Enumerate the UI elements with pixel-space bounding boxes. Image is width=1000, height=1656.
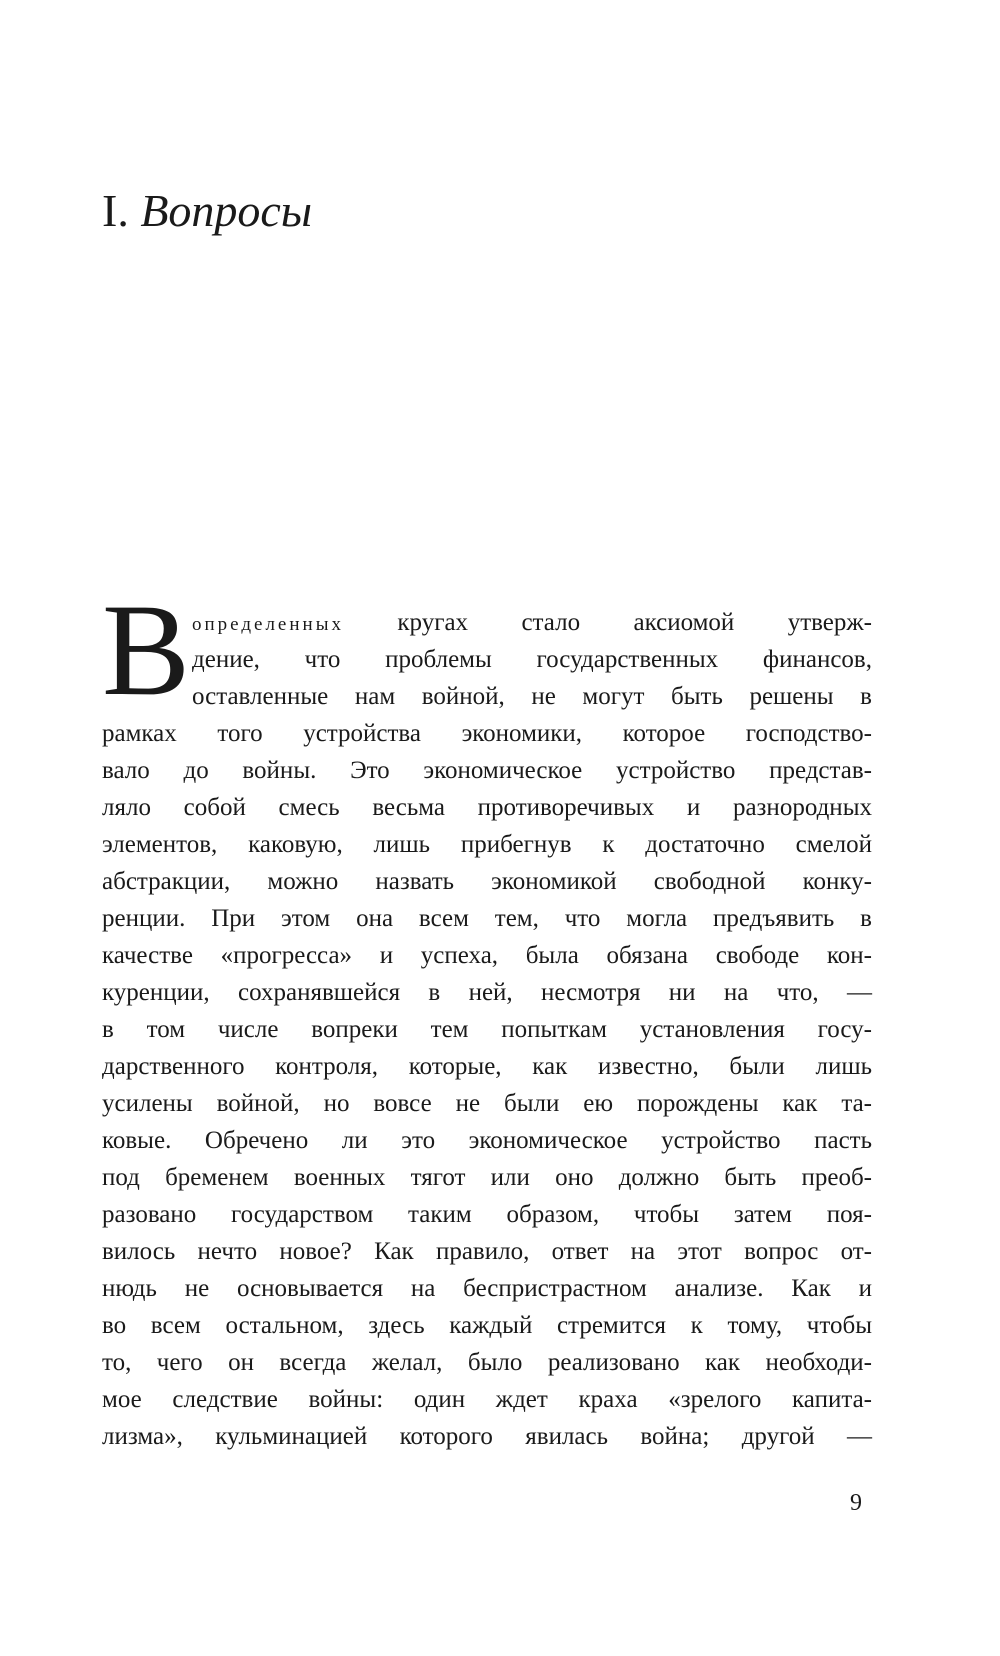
- text-line: качестве «прогресса» и успеха, была обязана свободе кон-: [102, 942, 872, 969]
- chapter-title: [102, 185, 312, 236]
- text-line: разовано государством таким образом, чтобы затем поя-: [102, 1201, 872, 1228]
- text-line: в том числе вопреки тем попыткам установления госу-: [102, 1016, 872, 1043]
- text-line: усилены войной, но вовсе не были ею порождены как та-: [102, 1090, 872, 1117]
- text-line: во всем остальном, здесь каждый стремится к тому, чтобы: [102, 1312, 872, 1339]
- text-line: дение, что проблемы государственных финансов,: [192, 646, 872, 673]
- text-line: под бременем военных тягот или оно должно быть преоб-: [102, 1164, 872, 1191]
- text-line-1: [102, 604, 872, 641]
- first-line-rest: кругах стало аксиомой утверж-: [343, 609, 872, 636]
- text-line: ренции. При этом она всем тем, что могла предъявить в: [102, 905, 872, 932]
- text-line: куренции, сохранявшейся в ней, несмотря ни на что, —: [102, 979, 872, 1006]
- chapter-number: I.: [102, 185, 129, 236]
- text-line: абстракции, можно назвать экономикой свободной конку-: [102, 868, 872, 895]
- text-line: оставленные нам войной, не могут быть решены в: [192, 683, 872, 710]
- text-line: вилось нечто новое? Как правило, ответ на этот вопрос от-: [102, 1238, 872, 1265]
- text-line: рамках того устройства экономики, которое господство-: [102, 720, 872, 747]
- text-line: ляло собой смесь весьма противоречивых и разнородных: [102, 794, 872, 821]
- text-line: ковые. Обречено ли это экономическое устройство пасть: [102, 1127, 872, 1154]
- text-line: то, чего он всегда желал, было реализовано как необходи-: [102, 1349, 872, 1376]
- chapter-name: Вопросы: [140, 185, 312, 236]
- drop-cap: В: [102, 576, 191, 723]
- text-line: мое следствие войны: один ждет краха «зрелого капита-: [102, 1386, 872, 1413]
- smallcaps-word: определенных: [192, 614, 344, 635]
- text-line: дарственного контроля, которые, как известно, были лишь: [102, 1053, 872, 1080]
- page-number: 9: [850, 1490, 862, 1516]
- text-line: элементов, каковую, лишь прибегнув к достаточно смелой: [102, 831, 872, 858]
- text-line: нюдь не основывается на беспристрастном анализе. Как и: [102, 1275, 872, 1302]
- text-line: вало до войны. Это экономическое устройство представ-: [102, 757, 872, 784]
- text-line: лизма», кульминацией которого явилась война; другой —: [102, 1423, 872, 1450]
- body-paragraph: [102, 576, 872, 1455]
